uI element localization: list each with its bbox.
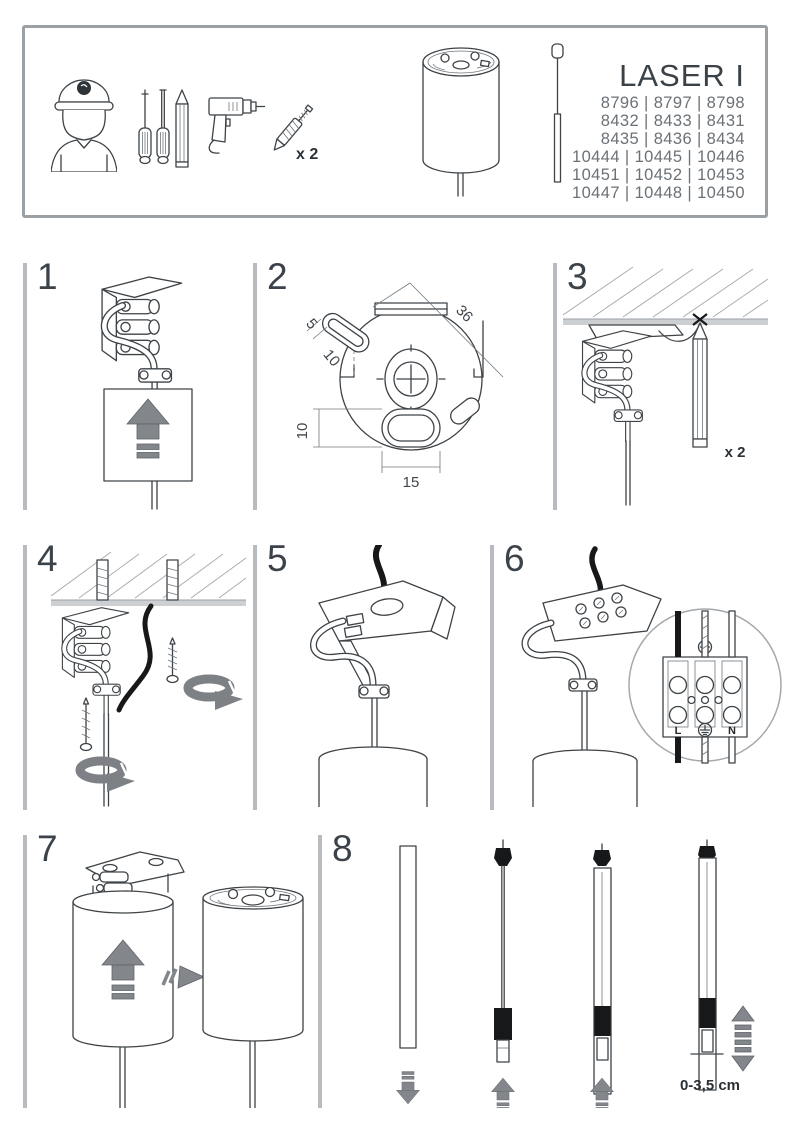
step-7-illustration bbox=[48, 840, 318, 1108]
parts-and-tools-header bbox=[22, 25, 768, 218]
cable-hole bbox=[382, 409, 440, 447]
model-row: 8432 | 8433 | 8431 bbox=[600, 112, 745, 130]
product-title: LASER I bbox=[619, 58, 745, 93]
screw-icon bbox=[81, 698, 92, 751]
wall-anchor-icon bbox=[167, 560, 178, 600]
step-number: 3 bbox=[567, 256, 588, 297]
pencil-icon bbox=[176, 90, 188, 167]
ceiling-hatch bbox=[563, 267, 768, 317]
pencil-icon bbox=[693, 323, 707, 447]
step-5-panel bbox=[253, 538, 483, 810]
terminal-bracket bbox=[583, 331, 652, 442]
terminal-block-detail bbox=[663, 611, 747, 763]
flat-screwdriver-icon bbox=[157, 90, 169, 164]
canopy-cylinder-locked bbox=[203, 887, 303, 1041]
model-row: 10444 | 10445 | 10446 bbox=[572, 148, 745, 166]
pendant-tube bbox=[400, 846, 416, 1048]
phillips-screwdriver-icon bbox=[139, 90, 151, 164]
dim-slot-length: 10 bbox=[319, 346, 344, 370]
double-arrow-icon bbox=[732, 1006, 754, 1071]
terminal-live-label: L bbox=[674, 725, 682, 737]
panel-divider bbox=[553, 263, 557, 510]
step-number: 8 bbox=[332, 828, 353, 869]
socket bbox=[597, 1038, 608, 1060]
step-6-panel bbox=[490, 538, 793, 810]
step-2-panel bbox=[253, 256, 543, 510]
step-8-panel bbox=[318, 828, 793, 1108]
tools-icons bbox=[137, 86, 193, 170]
step-2-illustration bbox=[265, 273, 545, 508]
anchor-quantity-label: x 2 bbox=[296, 146, 319, 163]
model-number-list bbox=[572, 94, 745, 202]
terminal-bracket bbox=[62, 608, 128, 715]
model-row: 8435 | 8436 | 8434 bbox=[600, 130, 745, 148]
panel-divider bbox=[23, 263, 27, 510]
canopy-icon bbox=[419, 44, 503, 200]
panel-divider bbox=[23, 545, 27, 810]
step-number: 5 bbox=[267, 538, 288, 579]
ceiling-hatch bbox=[51, 552, 246, 598]
step-number: 1 bbox=[37, 256, 58, 297]
socket bbox=[702, 1030, 713, 1052]
panel-divider bbox=[490, 545, 494, 810]
model-row: 10451 | 10452 | 10453 bbox=[572, 166, 745, 184]
earth-icon bbox=[699, 724, 712, 737]
model-row: 10447 | 10448 | 10450 bbox=[572, 184, 745, 202]
step-4-illustration bbox=[51, 548, 251, 810]
drill-icon bbox=[207, 92, 265, 156]
step-4-panel bbox=[23, 538, 248, 810]
screw-icon bbox=[167, 638, 178, 683]
suspension-wire-assembly bbox=[494, 840, 512, 1062]
ceiling-line bbox=[51, 600, 246, 606]
model-row: 8796 | 8797 | 8798 bbox=[600, 94, 745, 112]
panel-divider bbox=[23, 835, 27, 1108]
step-number: 6 bbox=[504, 538, 525, 579]
panel-divider bbox=[253, 545, 257, 810]
mark-quantity-label: x 2 bbox=[724, 444, 746, 461]
connector bbox=[700, 998, 716, 1028]
step-number: 7 bbox=[37, 828, 58, 869]
step-7-panel bbox=[23, 828, 318, 1108]
step-8-illustration bbox=[348, 838, 778, 1108]
panel-divider bbox=[318, 835, 322, 1108]
up-arrow-icon bbox=[491, 1078, 514, 1108]
step-3-panel bbox=[553, 256, 793, 510]
installer-icon bbox=[51, 72, 117, 172]
connector bbox=[494, 1008, 512, 1040]
tube-adjustment bbox=[691, 840, 723, 1090]
step-5-illustration bbox=[281, 545, 476, 807]
step-1-illustration bbox=[78, 271, 248, 511]
wall-anchor-icon bbox=[97, 560, 108, 600]
step-number: 2 bbox=[267, 256, 288, 297]
step-1-panel bbox=[23, 256, 248, 510]
ceiling-line bbox=[563, 319, 768, 325]
connector bbox=[595, 1006, 611, 1036]
pendant-icon bbox=[546, 42, 570, 192]
tube-over-wire bbox=[593, 844, 611, 1094]
terminal-neutral-label: N bbox=[728, 725, 736, 737]
panel-divider bbox=[253, 263, 257, 510]
dim-hole-width: 15 bbox=[402, 474, 420, 491]
step-number: 4 bbox=[37, 538, 58, 579]
down-arrow-icon bbox=[396, 1072, 419, 1104]
dim-slot-width: 5 bbox=[302, 315, 321, 333]
terminal-bracket bbox=[102, 277, 182, 406]
rotate-arrow-icon bbox=[80, 761, 135, 792]
adjustment-range-label: 0-3,5 cm bbox=[679, 1077, 741, 1094]
step-6-illustration bbox=[495, 545, 790, 807]
rotate-arrow-icon bbox=[188, 679, 243, 710]
mains-cable bbox=[119, 606, 151, 710]
socket bbox=[497, 1040, 509, 1062]
dim-hole-height: 10 bbox=[294, 422, 311, 440]
step-3-illustration bbox=[563, 265, 773, 508]
dim-diagonal: 36 bbox=[452, 301, 477, 326]
